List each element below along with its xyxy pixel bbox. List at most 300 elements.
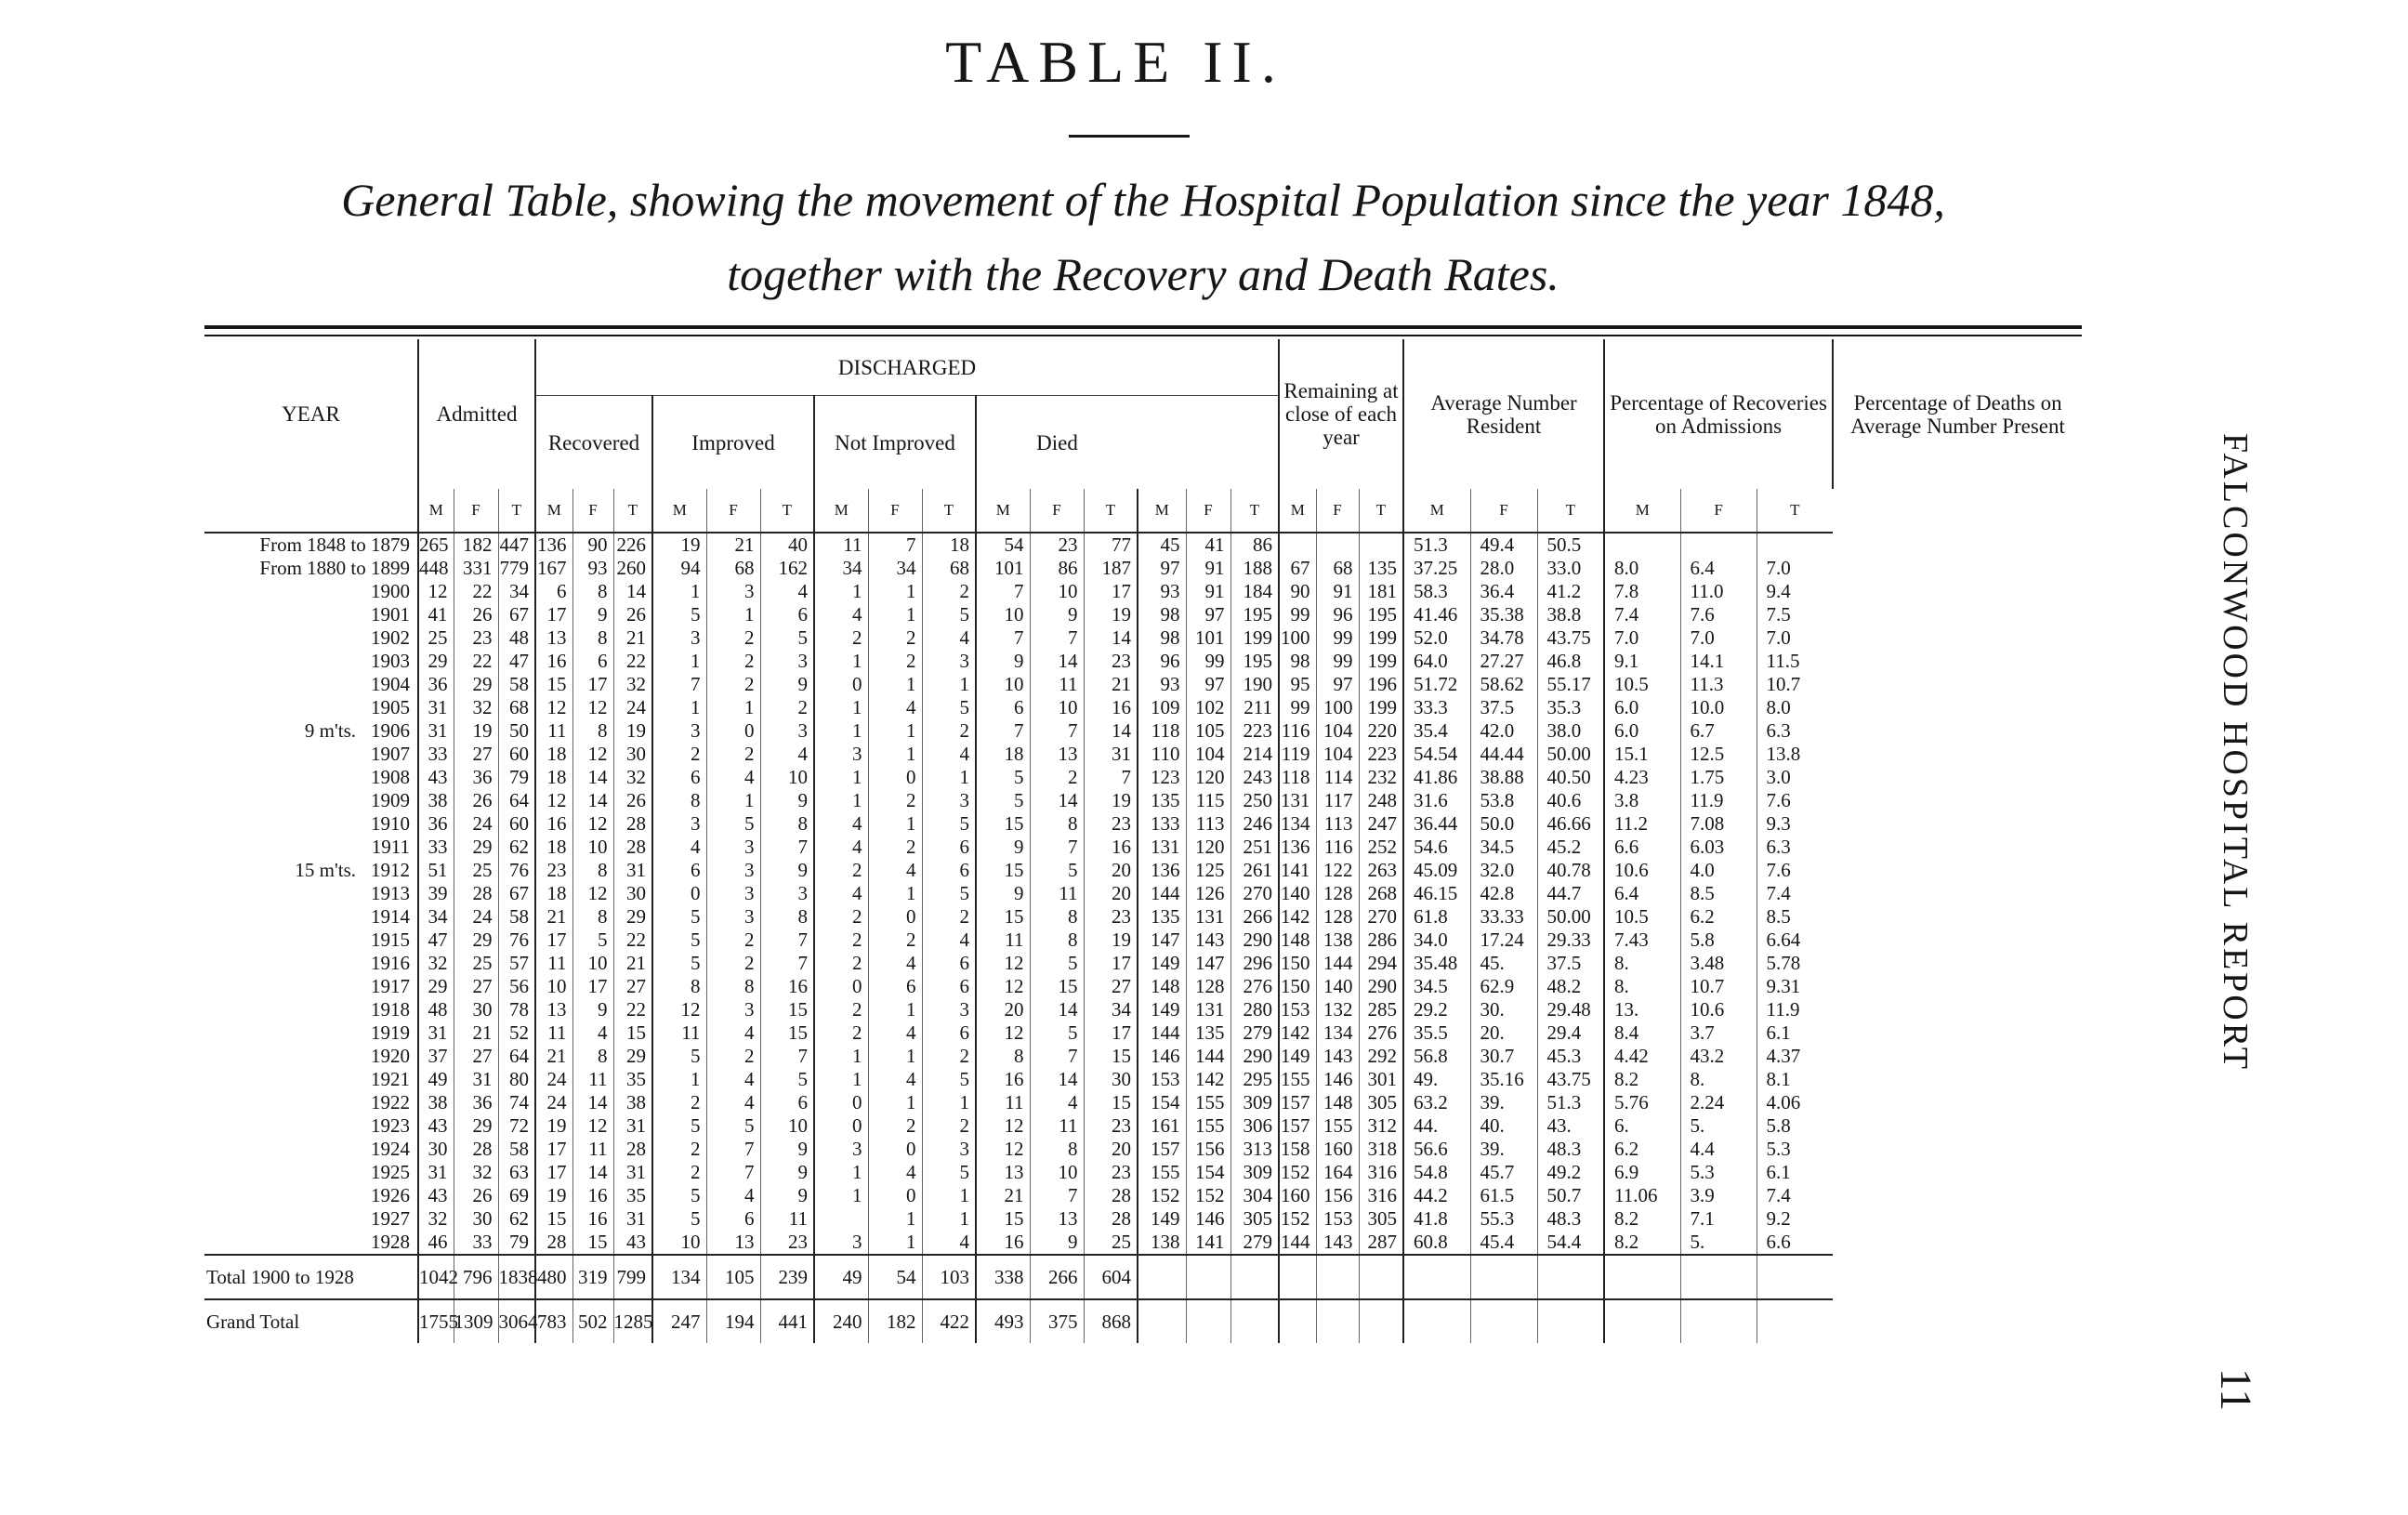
cell-t: 22: [613, 650, 652, 673]
cell-t: 40.78: [1537, 859, 1604, 882]
cell-t: 29: [613, 905, 652, 929]
header-discharged: DISCHARGED: [535, 339, 1279, 396]
cell-f: 5.8: [1680, 929, 1757, 952]
cell-m: 118: [1279, 766, 1316, 789]
cell-t: 5: [760, 626, 814, 650]
cell-m: 0: [652, 882, 706, 905]
cell-m: 17: [535, 603, 572, 626]
row-label: [204, 1184, 418, 1207]
cell-f: 30: [454, 998, 498, 1021]
cell-f: 32: [454, 696, 498, 719]
cell-t: 223: [1230, 719, 1279, 743]
cell-f: 3.7: [1680, 1021, 1757, 1045]
cell-f: 0: [706, 719, 760, 743]
cell-t: 7.4: [1757, 882, 1833, 905]
row-label: [204, 650, 418, 673]
cell-t: 19: [1084, 603, 1138, 626]
header-pct-recoveries: Percentage of Recoveries on Admissions: [1604, 339, 1833, 489]
cell-m: 4: [652, 836, 706, 859]
cell-f: 14: [572, 1091, 613, 1114]
page-title: TABLE II.: [945, 29, 1285, 95]
cell-m: 13: [535, 626, 572, 650]
cell-t: 4: [922, 743, 976, 766]
cell-t: 50.00: [1537, 743, 1604, 766]
cell-t: 270: [1230, 882, 1279, 905]
cell-t: 232: [1359, 766, 1403, 789]
cell-m: 17: [535, 1161, 572, 1184]
cell-m: 138: [1138, 1231, 1186, 1255]
cell-t: 16: [1084, 836, 1138, 859]
cell-t: 19: [1084, 789, 1138, 812]
cell-f: 101: [1186, 626, 1230, 650]
cell-f: 15: [1030, 975, 1084, 998]
cell-m: 67: [1279, 557, 1316, 580]
cell-t: 6: [922, 1021, 976, 1045]
cell-f: 35.16: [1470, 1068, 1537, 1091]
cell-m: 147: [1138, 929, 1186, 952]
cell-m: 15: [535, 1207, 572, 1231]
cell-f: 21: [706, 533, 760, 557]
cell-t: 296: [1230, 952, 1279, 975]
cell-f: 99: [1186, 650, 1230, 673]
cell-f: 9: [572, 998, 613, 1021]
cell-t: 1: [922, 673, 976, 696]
cell-t: 3: [760, 882, 814, 905]
cell-m: 11: [535, 1021, 572, 1045]
year-label: 1914: [371, 905, 410, 928]
cell-m: 15: [976, 905, 1030, 929]
cell-f: 2: [706, 1045, 760, 1068]
cell-f: 331: [454, 557, 498, 580]
header-pct-deaths: Percentage of Deaths on Average Number Present: [1833, 339, 2082, 489]
cell-m: 12: [535, 696, 572, 719]
cell-t: 103: [922, 1255, 976, 1299]
cell-f: 2: [868, 836, 922, 859]
cell-m: 10: [652, 1231, 706, 1255]
cell-m: 31.6: [1403, 789, 1470, 812]
cell-t: 7: [1084, 766, 1138, 789]
cell-f: 11: [572, 1138, 613, 1161]
cell-t: 79: [498, 1231, 535, 1255]
cell-f: 3: [706, 580, 760, 603]
cell-m: 7: [976, 719, 1030, 743]
cell-t: 50.00: [1537, 905, 1604, 929]
cell-m: 480: [535, 1255, 572, 1299]
cell-t: 5.78: [1757, 952, 1833, 975]
cell-f: 115: [1186, 789, 1230, 812]
cell-m: 24: [535, 1091, 572, 1114]
cell-t: 23: [1084, 650, 1138, 673]
cell-f: 1: [868, 719, 922, 743]
cell-t: 3: [922, 789, 976, 812]
cell-t: 7.6: [1757, 859, 1833, 882]
cell-m: 29.2: [1403, 998, 1470, 1021]
cell-m: 11: [535, 952, 572, 975]
cell-t: 72: [498, 1114, 535, 1138]
cell-f: 7.1: [1680, 1207, 1757, 1231]
cell-f: 146: [1186, 1207, 1230, 1231]
cell-t: 188: [1230, 557, 1279, 580]
cell-f: 10: [1030, 696, 1084, 719]
cell-m: 20: [976, 998, 1030, 1021]
cell-m: 21: [976, 1184, 1030, 1207]
title-rule: [1069, 135, 1190, 138]
cell-t: 279: [1230, 1021, 1279, 1045]
table-row: [204, 1138, 2082, 1161]
cell-f: 10.0: [1680, 696, 1757, 719]
cell-t: 17: [1084, 1021, 1138, 1045]
cell-f: 1: [868, 1207, 922, 1231]
cell-t: 5.8: [1757, 1114, 1833, 1138]
cell-m: [814, 1207, 868, 1231]
cell-t: 15: [1084, 1091, 1138, 1114]
cell-t: 15: [760, 998, 814, 1021]
cell-m: 15: [976, 859, 1030, 882]
cell-m: 5: [652, 603, 706, 626]
cell-m: 8: [652, 975, 706, 998]
cell-m: 54.8: [1403, 1161, 1470, 1184]
cell-m: 46: [418, 1231, 454, 1255]
cell-m: 265: [418, 533, 454, 557]
cell-f: 4: [868, 1021, 922, 1045]
cell-m: 98: [1138, 626, 1186, 650]
cell-f: [1316, 533, 1359, 557]
cell-f: 8.: [1680, 1068, 1757, 1091]
cell-f: 26: [454, 1184, 498, 1207]
cell-f: 35.38: [1470, 603, 1537, 626]
cell-f: 30.: [1470, 998, 1537, 1021]
table-row: [204, 929, 2082, 952]
cell-f: 45.4: [1470, 1231, 1537, 1255]
cell-t: 268: [1359, 882, 1403, 905]
row-label: [204, 812, 418, 836]
cell-f: 34.78: [1470, 626, 1537, 650]
cell-f: 2.24: [1680, 1091, 1757, 1114]
mft-blank: [204, 489, 418, 533]
cell-t: 5: [922, 882, 976, 905]
cell-f: 11: [1030, 673, 1084, 696]
cell-t: 74: [498, 1091, 535, 1114]
cell-m: 90: [1279, 580, 1316, 603]
cell-t: 23: [1084, 812, 1138, 836]
cell-m: 18: [535, 882, 572, 905]
cell-f: 37.5: [1470, 696, 1537, 719]
cell-f: [1316, 1299, 1359, 1343]
cell-t: 10.7: [1757, 673, 1833, 696]
cell-m: 167: [535, 557, 572, 580]
cell-t: 313: [1230, 1138, 1279, 1161]
cell-m: 39: [418, 882, 454, 905]
col-header-f: F: [1186, 489, 1230, 533]
cell-f: 0: [868, 1138, 922, 1161]
cell-f: 26: [454, 789, 498, 812]
cell-m: 144: [1138, 1021, 1186, 1045]
cell-t: 312: [1359, 1114, 1403, 1138]
cell-t: 199: [1359, 650, 1403, 673]
cell-t: 9: [760, 1161, 814, 1184]
cell-m: 21: [535, 1045, 572, 1068]
cell-m: 5.76: [1604, 1091, 1680, 1114]
cell-t: 35.3: [1537, 696, 1604, 719]
cell-t: 6.1: [1757, 1021, 1833, 1045]
cell-t: 19: [613, 719, 652, 743]
cell-t: 305: [1359, 1091, 1403, 1114]
cell-f: 2: [868, 650, 922, 673]
cell-m: 9.1: [1604, 650, 1680, 673]
year-label: 1924: [371, 1138, 410, 1160]
year-label: 1909: [371, 789, 410, 811]
col-header-f: F: [706, 489, 760, 533]
cell-f: 9: [1030, 603, 1084, 626]
cell-m: 11: [976, 1091, 1030, 1114]
row-label: [204, 1138, 418, 1161]
cell-t: 31: [1084, 743, 1138, 766]
cell-m: 144: [1138, 882, 1186, 905]
cell-f: 1309: [454, 1299, 498, 1343]
cell-f: 8: [572, 1045, 613, 1068]
cell-t: 17: [1084, 580, 1138, 603]
cell-m: 5: [652, 1045, 706, 1068]
cell-t: 304: [1230, 1184, 1279, 1207]
cell-f: 5.: [1680, 1231, 1757, 1255]
cell-f: 1: [706, 789, 760, 812]
cell-m: 36: [418, 812, 454, 836]
cell-f: 58.62: [1470, 673, 1537, 696]
cell-f: 152: [1186, 1184, 1230, 1207]
cell-f: 44.44: [1470, 743, 1537, 766]
table-row: [204, 1091, 2082, 1114]
cell-m: 46.15: [1403, 882, 1470, 905]
cell-f: 14: [572, 1161, 613, 1184]
cell-m: 19: [535, 1184, 572, 1207]
cell-t: 28: [1084, 1207, 1138, 1231]
cell-f: 13: [706, 1231, 760, 1255]
cell-t: 6.3: [1757, 719, 1833, 743]
cell-t: 38.8: [1537, 603, 1604, 626]
cell-t: 292: [1359, 1045, 1403, 1068]
cell-m: 93: [1138, 580, 1186, 603]
cell-f: 1: [868, 812, 922, 836]
cell-f: 104: [1316, 719, 1359, 743]
cell-t: 5: [922, 1068, 976, 1091]
cell-m: 17: [535, 1138, 572, 1161]
cell-m: 41: [418, 603, 454, 626]
cell-m: 135: [1138, 905, 1186, 929]
cell-m: 8: [976, 1045, 1030, 1068]
cell-f: 14: [1030, 650, 1084, 673]
cell-m: 12: [976, 1021, 1030, 1045]
cell-f: 1.75: [1680, 766, 1757, 789]
cell-m: 1755: [418, 1299, 454, 1343]
cell-f: 27: [454, 1045, 498, 1068]
cell-t: 2: [922, 1045, 976, 1068]
cell-f: 36: [454, 766, 498, 789]
cell-m: 34: [814, 557, 868, 580]
cell-f: 17: [572, 673, 613, 696]
cell-f: 1: [868, 998, 922, 1021]
col-header-t: T: [922, 489, 976, 533]
cell-t: 45.2: [1537, 836, 1604, 859]
cell-m: 23: [535, 859, 572, 882]
cell-f: [1470, 1299, 1537, 1343]
cell-t: 223: [1359, 743, 1403, 766]
cell-m: 31: [418, 1161, 454, 1184]
year-label: From 1848 to 1879: [259, 534, 410, 556]
col-header-t: T: [760, 489, 814, 533]
year-label: 1925: [371, 1161, 410, 1183]
cell-f: 15: [572, 1231, 613, 1255]
cell-t: 58: [498, 905, 535, 929]
cell-f: 154: [1186, 1161, 1230, 1184]
period-note: 15 m'ts.: [295, 859, 356, 881]
cell-f: 11: [572, 1068, 613, 1091]
cell-m: 63.2: [1403, 1091, 1470, 1114]
cell-t: 86: [1230, 533, 1279, 557]
cell-t: 290: [1230, 1045, 1279, 1068]
cell-f: 12: [572, 882, 613, 905]
col-header-m: M: [535, 489, 572, 533]
cell-f: 113: [1316, 812, 1359, 836]
col-header-m: M: [1403, 489, 1470, 533]
cell-m: 9: [976, 882, 1030, 905]
table-row: [204, 673, 2082, 696]
cell-m: 10.5: [1604, 673, 1680, 696]
year-label: 1907: [371, 743, 410, 765]
cell-t: 9: [760, 789, 814, 812]
cell-t: 1: [922, 1184, 976, 1207]
cell-f: 5: [706, 1114, 760, 1138]
cell-f: 2: [868, 1114, 922, 1138]
cell-t: 29.33: [1537, 929, 1604, 952]
cell-m: 149: [1138, 952, 1186, 975]
cell-m: 36.44: [1403, 812, 1470, 836]
cell-t: 199: [1359, 626, 1403, 650]
cell-t: 14: [613, 580, 652, 603]
cell-f: 38.88: [1470, 766, 1537, 789]
subtitle-line-1: General Table, showing the movement of the Hospital Population since the year 1848,: [341, 174, 1945, 226]
cell-f: 36: [454, 1091, 498, 1114]
cell-t: 6.6: [1757, 1231, 1833, 1255]
cell-f: 7: [868, 533, 922, 557]
cell-f: 10: [1030, 1161, 1084, 1184]
row-label: [204, 882, 418, 905]
cell-m: 109: [1138, 696, 1186, 719]
cell-f: 4: [868, 1068, 922, 1091]
table-row: [204, 1255, 2082, 1299]
cell-f: 32.0: [1470, 859, 1537, 882]
cell-t: 8: [760, 905, 814, 929]
cell-f: 2: [706, 673, 760, 696]
cell-t: 181: [1359, 580, 1403, 603]
col-header-m: M: [976, 489, 1030, 533]
year-label: 1921: [371, 1068, 410, 1090]
cell-t: 13.8: [1757, 743, 1833, 766]
cell-t: 68: [922, 557, 976, 580]
cell-m: 141: [1279, 859, 1316, 882]
col-header-t: T: [1230, 489, 1279, 533]
cell-m: 19: [652, 533, 706, 557]
table-row: [204, 859, 2082, 882]
cell-m: 29: [418, 650, 454, 673]
cell-m: 152: [1279, 1161, 1316, 1184]
cell-t: 40: [760, 533, 814, 557]
cell-t: 3064: [498, 1299, 535, 1343]
cell-t: 22: [613, 929, 652, 952]
table-subtitle: [167, 163, 2119, 311]
cell-f: 155: [1316, 1114, 1359, 1138]
cell-t: 196: [1359, 673, 1403, 696]
cell-m: 32: [418, 1207, 454, 1231]
cell-f: 3.9: [1680, 1184, 1757, 1207]
cell-f: 99: [1316, 650, 1359, 673]
cell-f: 182: [454, 533, 498, 557]
cell-m: 41.86: [1403, 766, 1470, 789]
cell-f: 28: [454, 882, 498, 905]
row-label: [204, 1161, 418, 1184]
cell-f: 128: [1316, 905, 1359, 929]
cell-t: 285: [1359, 998, 1403, 1021]
year-label: 1900: [371, 580, 410, 602]
cell-m: 64.0: [1403, 650, 1470, 673]
cell-t: 868: [1084, 1299, 1138, 1343]
cell-f: 1: [868, 1091, 922, 1114]
cell-t: [1359, 1255, 1403, 1299]
cell-t: 4: [760, 580, 814, 603]
cell-m: 36: [418, 673, 454, 696]
cell-f: 10: [1030, 580, 1084, 603]
col-header-f: F: [1470, 489, 1537, 533]
cell-f: 1: [868, 743, 922, 766]
cell-f: [1470, 1255, 1537, 1299]
header-died: Died: [976, 396, 1138, 490]
cell-t: 26: [613, 789, 652, 812]
cell-f: 14.1: [1680, 650, 1757, 673]
cell-m: 6.2: [1604, 1138, 1680, 1161]
cell-f: 34.5: [1470, 836, 1537, 859]
cell-f: 39.: [1470, 1138, 1537, 1161]
cell-t: 195: [1230, 603, 1279, 626]
cell-f: 0: [868, 1184, 922, 1207]
cell-f: 8: [572, 580, 613, 603]
table-row: [204, 789, 2082, 812]
cell-m: 1: [814, 789, 868, 812]
cell-t: 7.4: [1757, 1184, 1833, 1207]
cell-m: 2: [814, 905, 868, 929]
year-label: 1902: [371, 626, 410, 649]
cell-m: 98: [1138, 603, 1186, 626]
cell-m: 134: [1279, 812, 1316, 836]
table-row: [204, 1231, 2082, 1255]
cell-m: 131: [1138, 836, 1186, 859]
table-row: [204, 533, 2082, 557]
cell-t: 294: [1359, 952, 1403, 975]
cell-f: 8: [1030, 929, 1084, 952]
cell-m: 54.6: [1403, 836, 1470, 859]
cell-t: 243: [1230, 766, 1279, 789]
cell-f: 375: [1030, 1299, 1084, 1343]
cell-m: 56.8: [1403, 1045, 1470, 1068]
cell-f: 3: [706, 905, 760, 929]
cell-m: 93: [1138, 673, 1186, 696]
cell-f: [1680, 1255, 1757, 1299]
cell-t: 2: [922, 1114, 976, 1138]
cell-t: 447: [498, 533, 535, 557]
cell-t: 37.5: [1537, 952, 1604, 975]
cell-m: 152: [1279, 1207, 1316, 1231]
cell-f: 8: [1030, 905, 1084, 929]
cell-m: 58.3: [1403, 580, 1470, 603]
cell-f: 36.4: [1470, 580, 1537, 603]
